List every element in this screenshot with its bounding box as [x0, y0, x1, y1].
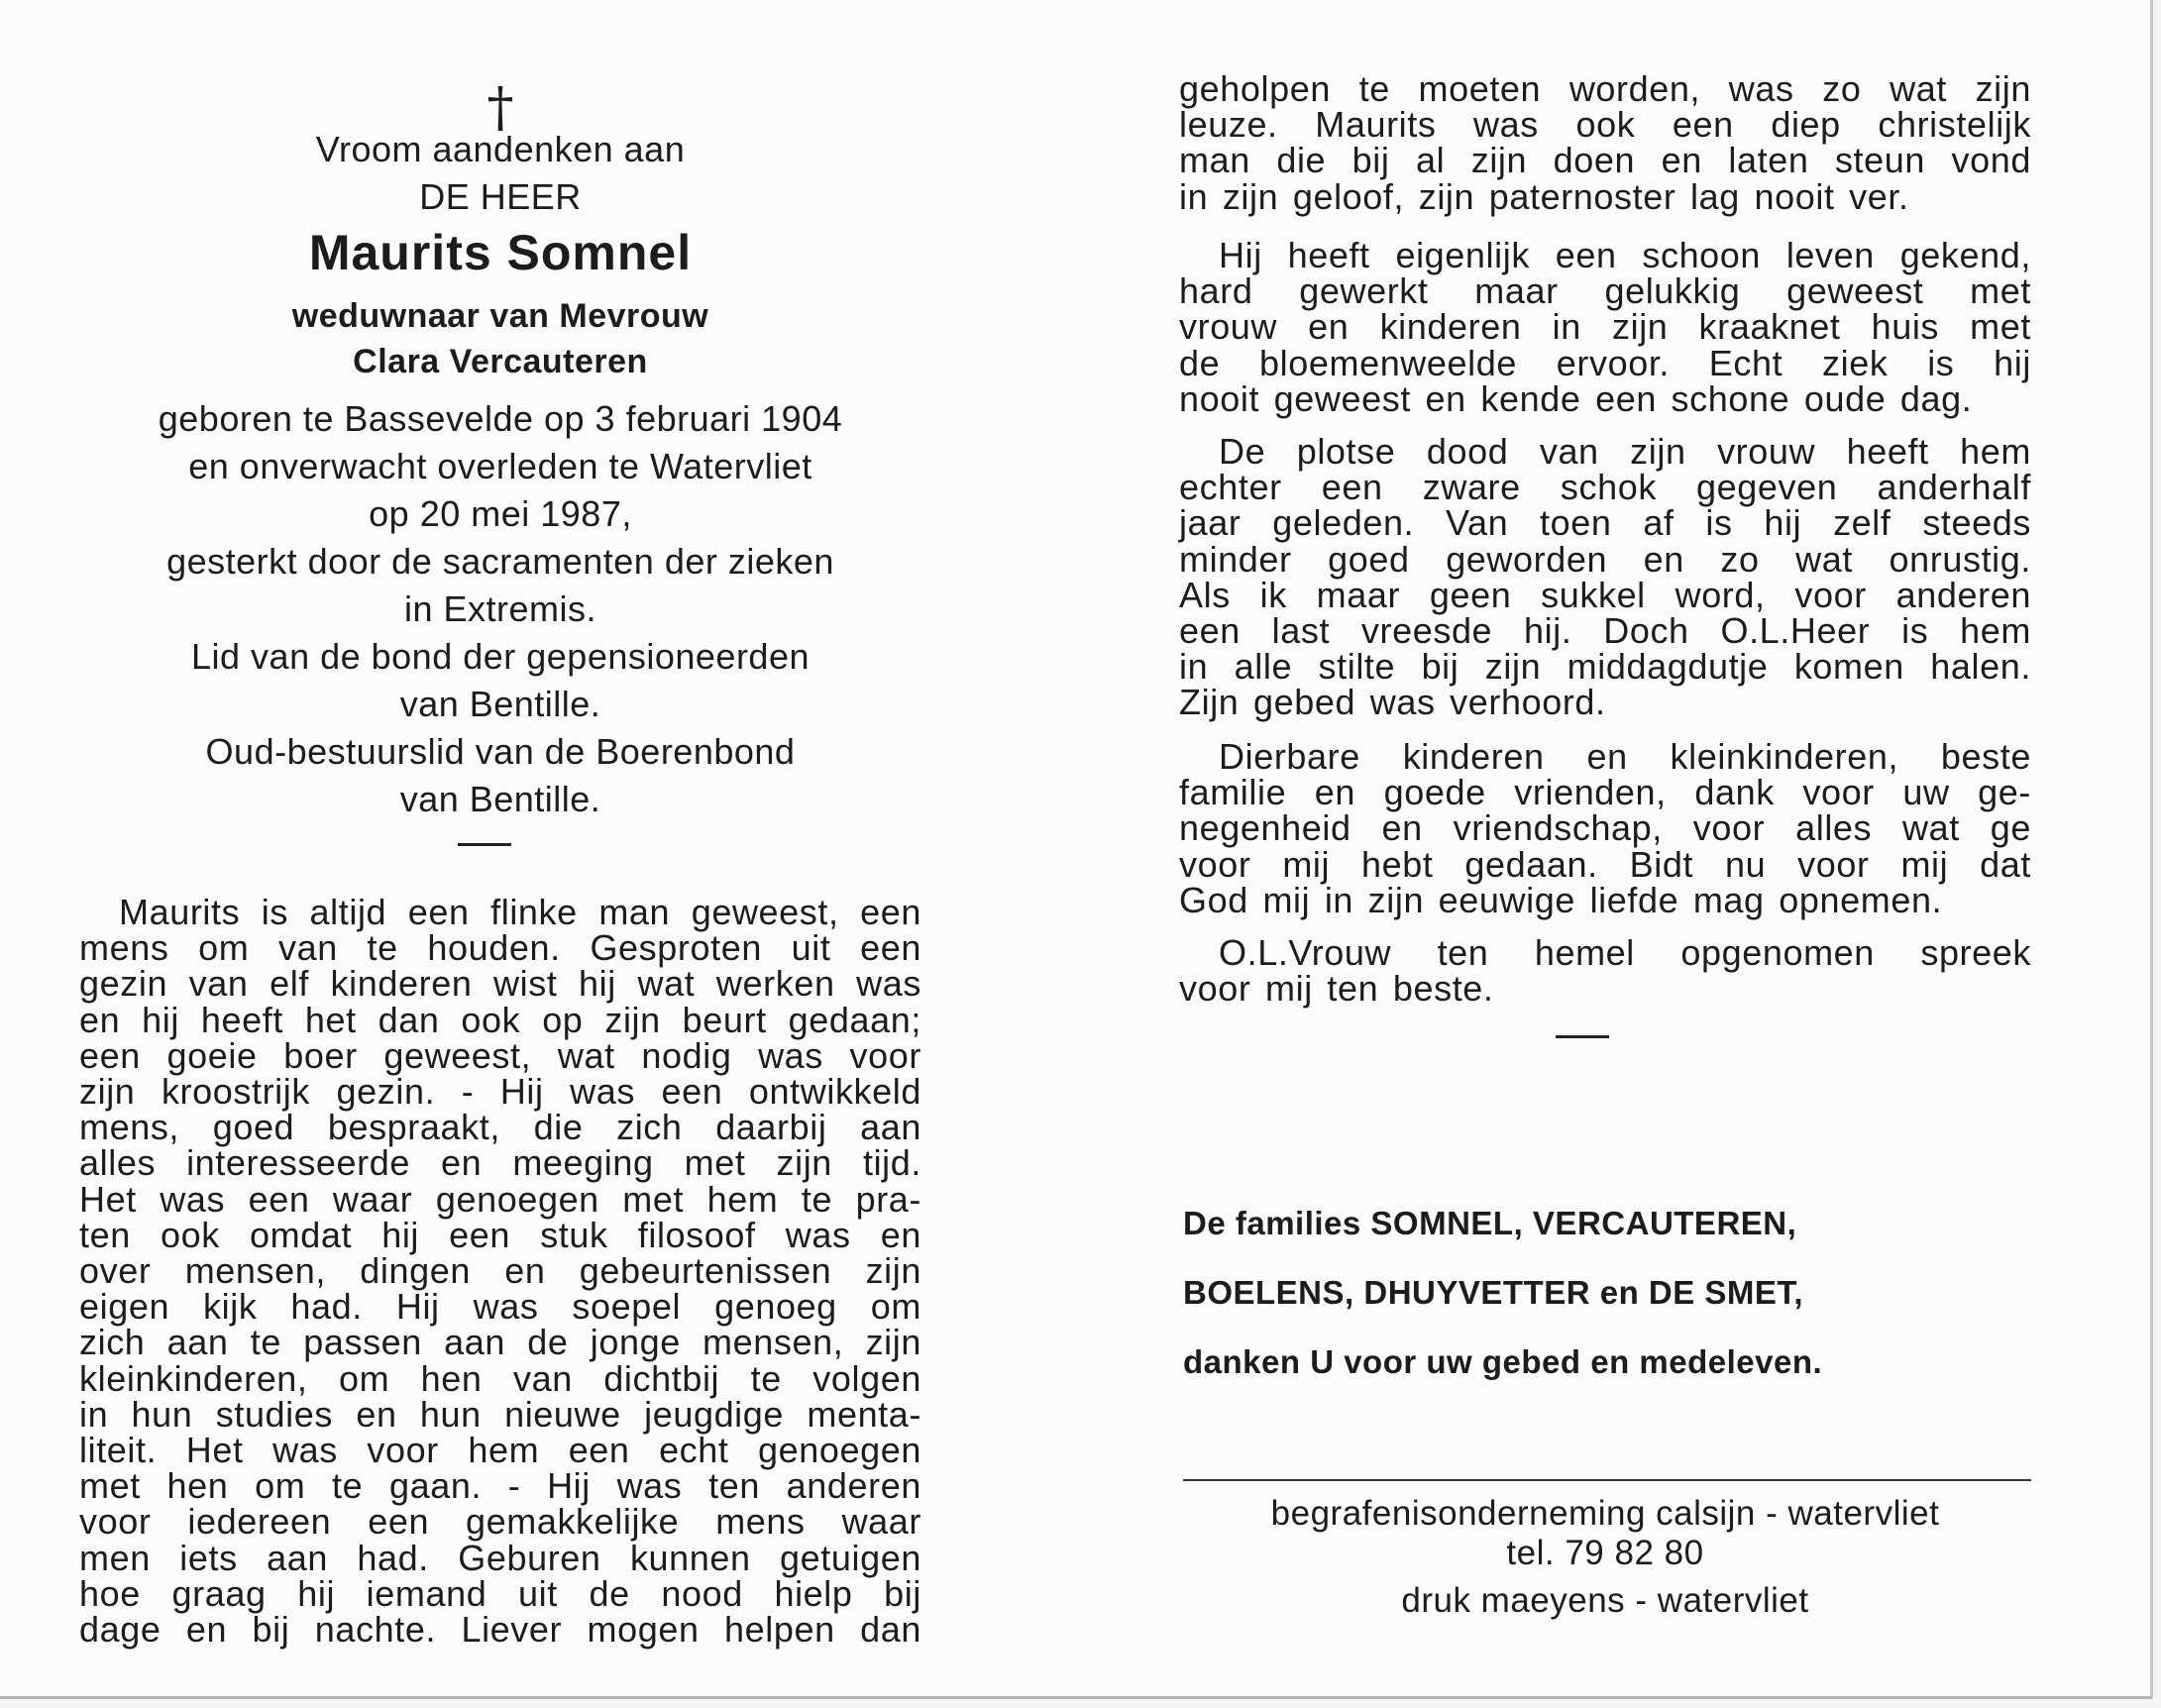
text-line: een goeie boer geweest, wat nodig was voor [79, 1034, 921, 1076]
text-line: God mij in zijn eeuwige liefde mag opnemen. [1179, 879, 1943, 920]
text-line: liteit. Het was voor hem een echt genoegen [79, 1430, 921, 1471]
text-line: alles interesseerde en meeging met zijn tijd. [79, 1142, 921, 1184]
families-line-1: De families SOMNEL, VERCAUTEREN, [1183, 1205, 1797, 1241]
text-line: jaar geleden. Van toen af is hij zelf steeds [1179, 502, 2031, 544]
text-line: gezin van elf kinderen wist hij wat werken was [79, 963, 921, 1005]
text-line: mens om van te houden. Gesproten uit een [79, 927, 921, 969]
text-line: mens, goed bespraakt, die zich daarbij aan [79, 1107, 921, 1148]
text-line: in zijn geloof, zijn paternoster lag nooit ver. [1179, 175, 1909, 217]
spouse-name: Clara Vercauteren [353, 343, 648, 380]
text-line: een last vreesde hij. Doch O.L.Heer is hem [1179, 610, 2031, 652]
text-line: Dierbare kinderen en kleinkinderen, beste [1219, 736, 2031, 777]
intro-line: Vroom aandenken aan [315, 129, 686, 169]
text-line: leuze. Maurits was ook een diep christelijk [1179, 104, 2031, 146]
biography-text [79, 892, 921, 1651]
text-line: vrouw en kinderen in zijn kraaknet huis met [1179, 306, 2031, 348]
paragraph-4 [1179, 736, 2031, 920]
printer-line: druk maeyens - watervliet [1401, 1581, 1809, 1620]
paragraph-5 [1179, 932, 2031, 1010]
birth-line: geboren te Bassevelde op 3 februari 1904 [158, 398, 843, 439]
cross-icon: † [486, 76, 514, 139]
text-line: hoe graag hij iemand uit de nood hielp bij [79, 1572, 921, 1614]
text-line: eigen kijk had. Hij was soepel genoeg om [79, 1286, 921, 1328]
sacrament-line-2: in Extremis. [403, 588, 597, 629]
text-line: in hun studies en hun nieuwe jeugdige menta- [79, 1393, 921, 1435]
board-member-line: Oud-bestuurslid van de Boerenbond [205, 731, 796, 772]
text-line: minder goed geworden en zo wat onrustig. [1179, 538, 2031, 580]
separator-dash [458, 843, 511, 846]
text-line: nooit geweest en kende een schone oude dag. [1179, 377, 1973, 419]
text-line: man die bij al zijn doen en laten steun vond [1179, 140, 2031, 181]
death-date: op 20 mei 1987, [369, 493, 632, 534]
footer-rule [1183, 1479, 2031, 1481]
text-line: en hij heeft het dan ook op zijn beurt gedaan; [79, 999, 921, 1040]
text-line: De plotse dood van zijn vrouw heeft hem [1219, 431, 2031, 472]
phone-line: tel. 79 82 80 [1506, 1534, 1704, 1572]
text-line: voor mij hebt gedaan. Bidt nu voor mij dat [1179, 843, 2031, 885]
text-line: hard gewerkt maar gelukkig geweest met [1179, 270, 2031, 312]
text-line: voor iedereen een gemakkelijke mens waar [79, 1501, 921, 1543]
text-line: voor mij ten beste. [1179, 968, 1494, 1010]
separator-dash [1556, 1035, 1609, 1038]
death-line: en onverwacht overleden te Watervliet [188, 446, 812, 486]
text-line: dage en bij nachte. Liever mogen helpen dan [79, 1609, 921, 1651]
paragraph-1 [1179, 68, 2031, 217]
text-line: Hij heeft eigenlijk een schoon leven gekend, [1219, 235, 2031, 275]
text-line: in alle stilte bij zijn middagdutje komen halen. [1179, 646, 2031, 688]
text-line: Zijn gebed was verhoord. [1179, 682, 1606, 723]
paragraph-3 [1179, 431, 2031, 723]
text-line: kleinkinderen, om hen van dichtbij te volgen [79, 1357, 921, 1399]
board-member-place: van Bentille. [399, 779, 601, 819]
paragraph-2 [1179, 235, 2031, 419]
text-line: geholpen te moeten worden, was zo wat zijn [1179, 68, 2031, 109]
widower-line: weduwnaar van Mevrouw [291, 297, 709, 335]
text-line: echter een zware schok gegeven anderhalf [1179, 467, 2031, 508]
text-line: zich aan te passen aan de jonge mensen, zijn [79, 1322, 921, 1363]
text-line: Maurits is altijd een flinke man geweest, een [119, 892, 921, 932]
families-line-3: danken U voor uw gebed en medeleven. [1183, 1343, 1823, 1380]
text-line: ten ook omdat hij een stuk filosoof was en [79, 1214, 921, 1255]
sacrament-line: gesterkt door de sacramenten der zieken [166, 541, 834, 582]
text-line: Het was een waar genoegen met hem te pra- [79, 1178, 921, 1220]
text-line: met hen om te gaan. - Hij was ten anderen [79, 1465, 921, 1507]
text-line: familie en goede vrienden, dank voor uw ge- [1179, 772, 2031, 813]
text-line: negenheid en vriendschap, voor alles wat ge [1179, 807, 2031, 849]
text-line: de bloemenweelde ervoor. Echt ziek is hij [1179, 342, 2031, 383]
undertaker-line: begrafenisonderneming calsijn - watervliet [1270, 1494, 1940, 1533]
membership-line: Lid van de bond der gepensioneerden [191, 636, 810, 677]
text-line: men iets aan had. Geburen kunnen getuigen [79, 1537, 921, 1578]
text-line: zijn kroostrijk gezin. - Hij was een ontwikkeld [79, 1071, 921, 1113]
deceased-name: Maurits Somnel [308, 225, 693, 280]
title-line: DE HEER [419, 176, 582, 217]
text-line: Als ik maar geen sukkel word, voor anderen [1179, 574, 2031, 615]
families-line-2: BOELENS, DHUYVETTER en DE SMET, [1183, 1274, 1804, 1311]
text-line: O.L.Vrouw ten hemel opgenomen spreek [1219, 932, 2031, 973]
membership-place: van Bentille. [399, 684, 601, 724]
text-line: over mensen, dingen en gebeurtenissen zijn [79, 1250, 921, 1292]
